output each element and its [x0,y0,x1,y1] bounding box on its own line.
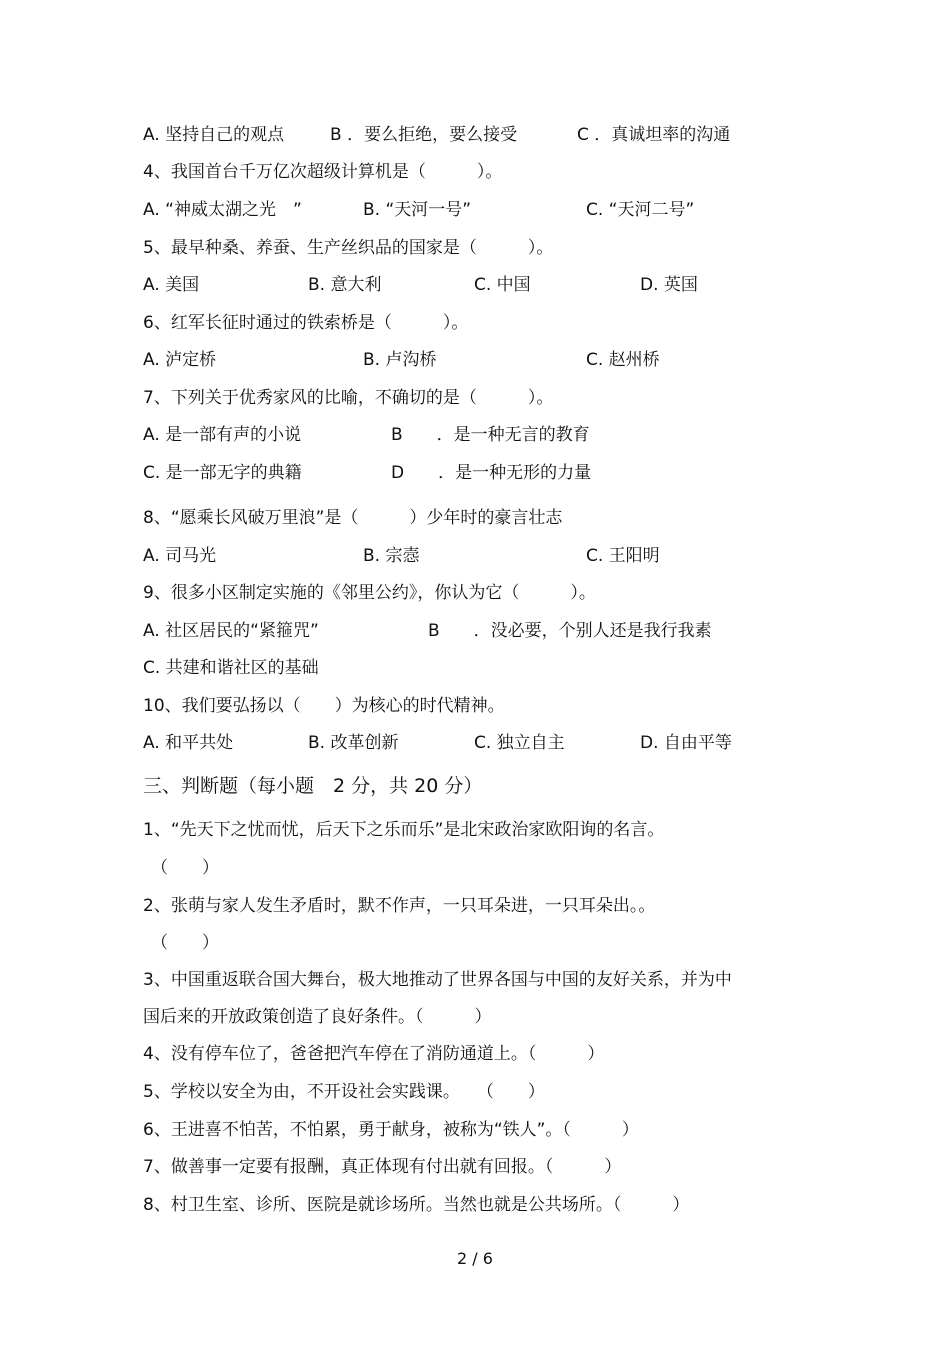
q7-option-d: D ．是一种无形的力量 [391,463,592,483]
q10-option-c: C. 独立自主 [474,733,565,753]
page-number: 2 / 6 [457,1249,493,1268]
judge-item-1-blank: （ ） [151,858,219,878]
q5-question: 5、最早种桑、养蚕、生产丝织品的国家是（ ）。 [143,238,554,258]
q6-option-b: B. 卢沟桥 [363,350,437,370]
q9-question: 9、很多小区制定实施的《邻里公约》，你认为它（ ）。 [143,583,596,603]
q10-question: 10、我们要弘扬以（ ）为核心的时代精神。 [143,696,505,716]
q4-option-c: C. “天河二号” [586,200,695,220]
judge-item-5: 5、学校以安全为由，不开设社会实践课。 （ ） [143,1082,545,1102]
q8-question: 8、“愿乘长风破万里浪”是（ ）少年时的豪言壮志 [143,508,563,528]
q6-question: 6、红军长征时通过的铁索桥是（ ）。 [143,313,469,333]
q6-option-c: C. 赵州桥 [586,350,660,370]
q5-option-d: D. 英国 [640,275,698,295]
q3-option-c: C ．真诚坦率的沟通 [577,125,731,145]
q9-option-a: A. 社区居民的“紧箍咒” [143,621,319,641]
judge-item-2: 2、张萌与家人发生矛盾时，默不作声，一只耳朵进，一只耳朵出。。 [143,896,656,916]
judge-item-6: 6、王进喜不怕苦，不怕累，勇于献身，被称为“铁人”。（ ） [143,1120,639,1140]
q7-option-c: C. 是一部无字的典籍 [143,463,302,483]
q10-option-b: B. 改革创新 [308,733,399,753]
judge-item-3: 3、中国重返联合国大舞台，极大地推动了世界各国与中国的友好关系，并为中 [143,970,732,990]
judge-item-2-blank: （ ） [151,933,219,953]
q4-option-b: B. “天河一号” [363,200,472,220]
judge-item-4: 4、没有停车位了，爸爸把汽车停在了消防通道上。（ ） [143,1044,605,1064]
q5-option-a: A. 美国 [143,275,200,295]
q5-option-c: C. 中国 [474,275,531,295]
q9-option-b: B ．没必要，个别人还是我行我素 [428,621,712,641]
judge-item-8: 8、村卫生室、诊所、医院是就诊场所。当然也就是公共场所。（ ） [143,1195,690,1215]
q3-option-b: B ．要么拒绝，要么接受 [330,125,518,145]
q4-question: 4、我国首台千万亿次超级计算机是（ ）。 [143,162,503,182]
section-heading-judge: 三、判断题（每小题 2 分，共 20 分） [143,775,483,797]
q4-option-a: A. “神威太湖之光 ” [143,200,302,220]
q6-option-a: A. 泸定桥 [143,350,217,370]
judge-item-3-cont: 国后来的开放政策创造了良好条件。（ ） [143,1007,492,1027]
q7-option-b: B ．是一种无言的教育 [391,425,590,445]
judge-item-1: 1、“先天下之忧而忧，后天下之乐而乐”是北宋政治家欧阳询的名言。 [143,820,665,840]
q9-option-c: C. 共建和谐社区的基础 [143,658,319,678]
q8-option-b: B. 宗悫 [363,546,420,566]
q7-option-a: A. 是一部有声的小说 [143,425,302,445]
judge-item-7: 7、做善事一定要有报酬，真正体现有付出就有回报。（ ） [143,1157,622,1177]
q7-question: 7、下列关于优秀家风的比喻，不确切的是（ ）。 [143,388,554,408]
q10-option-d: D. 自由平等 [640,733,732,753]
q8-option-c: C. 王阳明 [586,546,660,566]
q8-option-a: A. 司马光 [143,546,217,566]
q10-option-a: A. 和平共处 [143,733,234,753]
q5-option-b: B. 意大利 [308,275,382,295]
q3-option-a: A. 坚持自己的观点 [143,125,285,145]
